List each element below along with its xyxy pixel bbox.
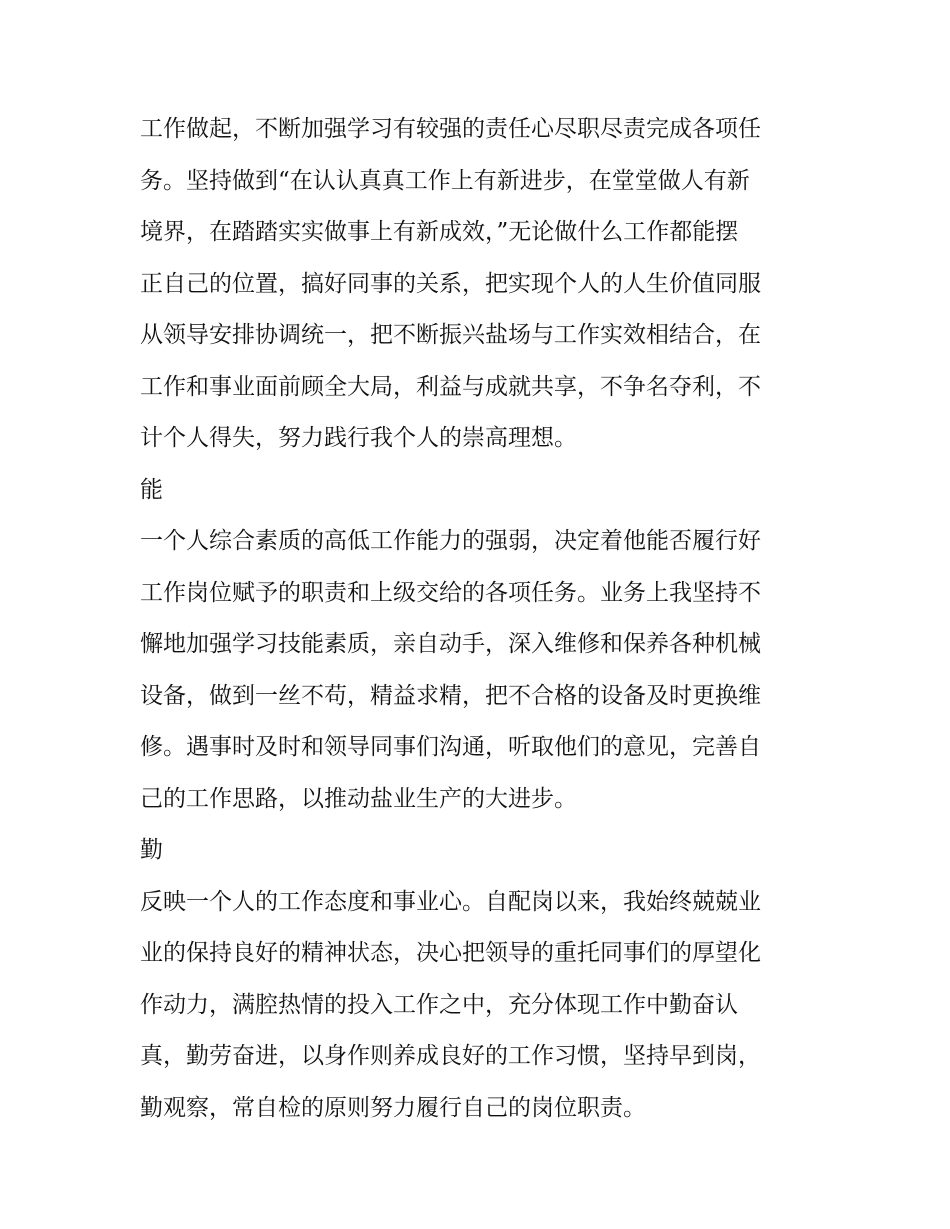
paragraph-line: 工作岗位赋予的职责和上级交给的各项任务。业务上我坚持不	[140, 579, 761, 606]
document-body	[140, 104, 820, 1134]
paragraph-line: 计个人得失，努力践行我个人的崇高理想。	[140, 425, 577, 451]
paragraph-line: 己的工作思路，以推动盐业生产的大进步。	[140, 785, 577, 812]
paragraph-line: 正自己的位置，搞好同事的关系，把实现个人的人生价值同服	[140, 270, 761, 297]
section-heading-neng: 能	[140, 476, 163, 503]
paragraph-line: 设备，做到一丝不苟，精益求精，把不合格的设备及时更换维	[140, 682, 761, 709]
paragraph-line: 从领导安排协调统一，把不断振兴盐场与工作实效相结合，在	[140, 322, 761, 348]
paragraph-line: 工作和事业面前顾全大局，利益与成就共享，不争名夺利，不	[140, 373, 761, 400]
paragraph-line: 务。坚持做到“在认认真真工作上有新进步，在堂堂做人有新	[140, 167, 750, 194]
paragraph-line: 境界，在踏踏实实做事上有新成效，”无论做什么工作都能摆	[140, 219, 739, 245]
section-heading-qin: 勤	[140, 837, 163, 863]
paragraph-line: 一个人综合素质的高低工作能力的强弱，决定着他能否履行好	[140, 528, 761, 554]
paragraph-line: 作动力，满腔热情的投入工作之中，充分体现工作中勤奋认	[140, 991, 738, 1018]
paragraph-line: 业的保持良好的精神状态，决心把领导的重托同事们的厚望化	[140, 940, 761, 966]
paragraph-line: 懈地加强学习技能素质，亲自动手，深入维修和保养各种机械	[140, 631, 761, 657]
paragraph-line: 真，勤劳奋进，以身作则养成良好的工作习惯，坚持早到岗，	[140, 1043, 761, 1069]
neng-paragraph	[140, 516, 820, 825]
intro-paragraph	[140, 104, 820, 465]
paragraph-line: 工作做起，不断加强学习有较强的责任心尽职尽责完成各项任	[140, 116, 761, 142]
paragraph-line: 修。遇事时及时和领导同事们沟通，听取他们的意见，完善自	[140, 734, 761, 760]
paragraph-line: 勤观察，常自检的原则努力履行自己的岗位职责。	[140, 1094, 646, 1121]
paragraph-line: 反映一个人的工作态度和事业心。自配岗以来，我始终兢兢业	[140, 888, 761, 915]
qin-paragraph	[140, 877, 820, 1135]
